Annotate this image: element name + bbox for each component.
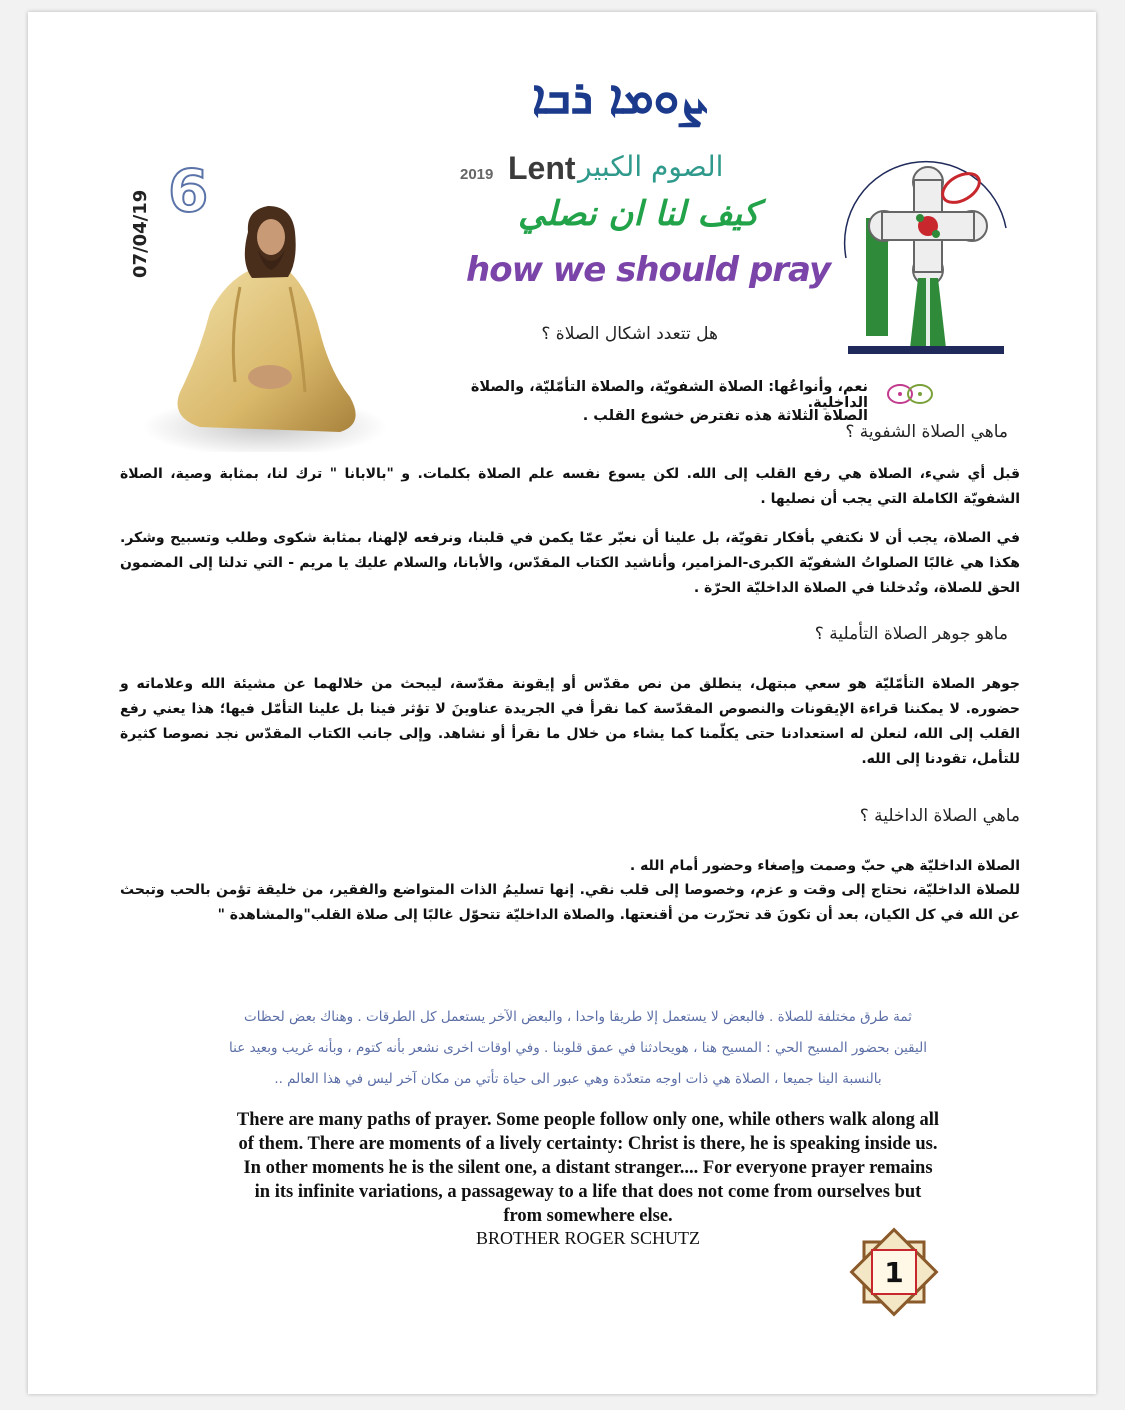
section-meditative-prayer-para: جوهر الصلاة التأمّليّة هو سعي مبتهل، ينطلق من نص مقدّس أو إيقونة مقدّسة، ليبحث من خلالهما عن مشيئة الله وعلاماته و حضوره. لا يمكننا قراءة الإيقونات والنصوص المقدّسة كما نقرأ في الجريدة عناوينَ لا تؤثر فينا بل علينا التأمّل فيها؛ هذا يعني رفع القلب إلى الله، لنعلن له استعدادنا حتى يكلّمنا كما يشاء من خلال ما نقرأ أو نشاهد. وإلى جانب الكتاب المقدّس نجد نصوصا كثيرة للتأمل، تقودنا إلى الله. [120,676,1020,767]
english-quote-line-5: from somewhere else. [503,1206,673,1226]
quote-author: BROTHER ROGER SCHUTZ [475,1228,700,1248]
syriac-title-text: ܨܘܡܐ ܪܒܐ [532,70,704,124]
section-heading-meditative-prayer: ماهو جوهر الصلاة التأملية ؟ [814,624,1008,644]
syriac-title [488,70,748,130]
document-page [28,12,1096,1394]
intro-answer-line-1: نعم، وأنواعُها: الصلاة الشفويّة، والصلاة التأمّليّة، والصلاة الداخلية. [470,379,868,411]
english-subtitle: how we should pray [466,250,831,290]
section-oral-prayer-para-1: قبل أي شيء، الصلاة هي رفع القلب إلى الله. لكن يسوع نفسه علم الصلاة بكلمات. و "بالابانا " ترك لنا، بمثابة وصية، الصلاة الشفويّة الكاملة التي يجب أن نصليها . [120,466,1020,507]
diocese-logo [836,138,1016,364]
lent-label: Lent [508,150,576,186]
section-heading-oral-prayer: ماهي الصلاة الشفوية ؟ [845,422,1008,442]
arabic-quote-line-1: ثمة طرق مختلفة للصلاة . فالبعض لا يستعمل إلا طريقا واحدا ، والبعض الآخر يستعمل كل الطرقات . وهناك بعض لحظات [244,1009,912,1025]
arabic-subtitle: كيف لنا ان نصلي [518,194,760,234]
page-number-badge [848,1226,940,1318]
year-label: 2019 [460,166,494,183]
intro-answer-line-2: الصلاة الثلاثة هذه تفترض خشوع القلب . [582,408,868,424]
section-heading-inner-prayer: ماهي الصلاة الداخلية ؟ [859,806,1020,826]
arabic-title: الصوم الكبير [578,150,724,183]
arabic-quote-line-3: بالنسبة الينا جميعا ، الصلاة هي ذات اوجه متعدّدة وهي عبور الى حياة تأتي من مكان آخر ليس في هذا العالم .. [274,1071,882,1087]
arabic-quote-line-2: اليقين بحضور المسيح الحي : المسيح هنا ، هويحادثنا في عمق قلوبنا . وفي اوقات اخرى نشعر بأنه كتوم ، وبأنه غريب وبعيد عنا [229,1040,927,1056]
english-quote-line-4: in its infinite variations, a passageway to a life that does not come from ourselves but [254,1182,922,1202]
section-inner-prayer-para-2: للصلاة الداخليّة، نحتاج إلى وقت و عزم، وخصوصا إلى قلب نقي. إنها تسليمُ الذات المتواضع والفقير، من خليقة تؤمن بالحب وتبحث عن الله في كل الكيان، بعد أن تكونَ قد تحرّرت من أقنعتها. والصلاة الداخليّة تتحوّل غالبًا إلى صلاة القلب"والمشاهدة " [120,882,1020,923]
issue-date-text: 07/04/19 [130,189,151,278]
english-quote-line-3: In other moments he is the silent one, a distant stranger.... For everyone prayer remains [243,1158,933,1178]
intro-question: هل تتعدد اشكال الصلاة ؟ [541,324,718,344]
section-oral-prayer-para-2: في الصلاة، يجب أن لا نكتفي بأفكار تقويّة، بل علينا أن نعبّر عمّا يكمن في قلبنا، ونرفعه لإلهنا، بمثابة شكوى وطلب وتسبيح وشكر. هكذا هي غالبًا الصلواتُ الشفويّة الكبرى-المزامير، وأناشيد الكتاب المقدّس، والأبانا، والسلام عليك يا مريم - التي تدلنا إلى المضمون الحق للصلاة، وتُدخلنا في الصلاة الداخليّة الحرّة . [120,530,1020,596]
issue-number: 6 [168,157,209,225]
speech-bubble-icon [884,380,936,410]
section-inner-prayer-para-1: الصلاة الداخليّة هي حبّ وصمت وإصغاء وحضور أمام الله . [629,858,1020,874]
english-quote-line-1: There are many paths of prayer. Some people follow only one, while others walk along all [236,1110,940,1130]
page-number: 1 [884,1256,904,1289]
english-quote-line-2: of them. There are moments of a lively certainty: Christ is there, he is speaking inside us. [238,1134,938,1154]
english-quote [178,1108,998,1228]
praying-figure-image [140,192,390,452]
